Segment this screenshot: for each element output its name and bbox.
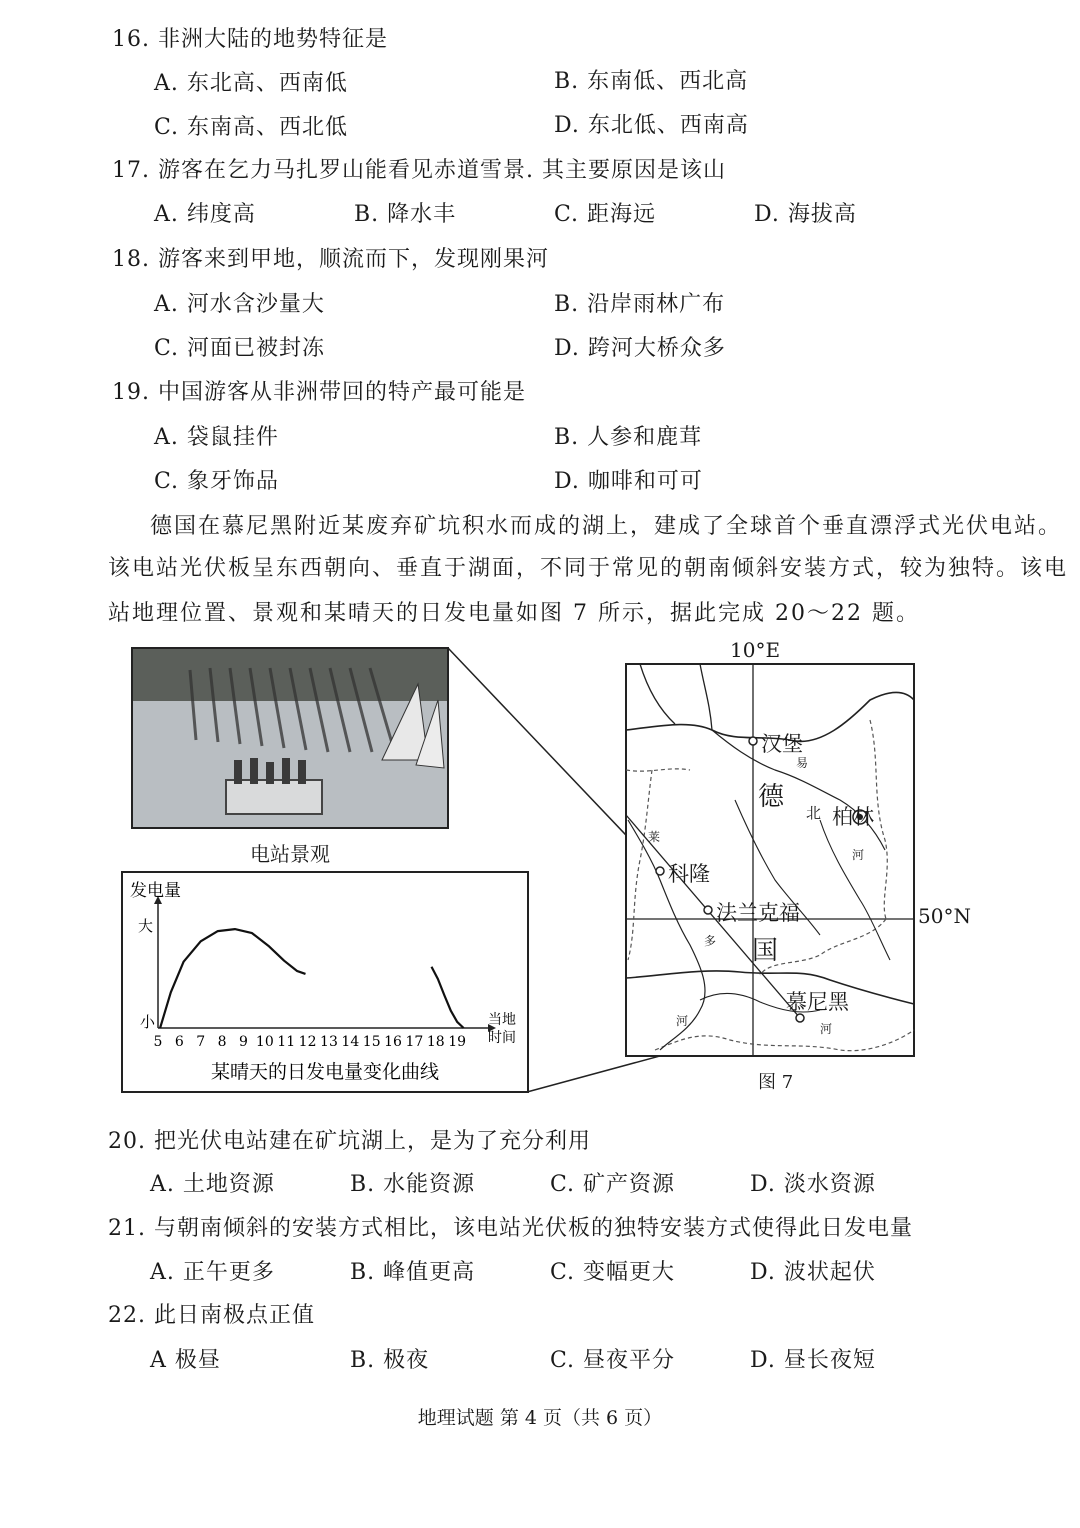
river-label-danube-1: 多 — [704, 934, 717, 948]
hamburg-marker — [749, 737, 757, 745]
city-cologne: 科隆 — [668, 862, 710, 886]
country-char-de: 德 — [758, 782, 785, 812]
question-18-option-a: A. 河水含沙量大 — [154, 292, 325, 317]
question-21-option-d: D. 波状起伏 — [750, 1260, 876, 1285]
y-tick-label-high: 大 — [138, 917, 154, 935]
x-tick-label: 6 — [174, 1034, 184, 1050]
river-label-elbe-2: 北 — [806, 804, 822, 822]
question-17-option-d: D. 海拔高 — [754, 202, 857, 227]
river-label-danube-2: 河 — [820, 1022, 833, 1036]
chart-frame — [122, 872, 528, 1092]
passage-line-3: 站地理位置、景观和某晴天的日发电量如图 7 所示，据此完成 20～22 题。 — [108, 601, 920, 626]
question-16-option-b: B. 东南低、西北高 — [554, 69, 749, 94]
cologne-marker — [656, 867, 664, 875]
x-axis-label-line-2: 时间 — [488, 1030, 516, 1046]
question-17-stem: 17. 游客在乞力马扎罗山能看见赤道雪景. 其主要原因是该山 — [112, 158, 726, 183]
city-hamburg: 汉堡 — [761, 732, 803, 756]
x-tick-label: 16 — [384, 1034, 402, 1050]
river-label-elbe-1: 易 — [796, 756, 809, 770]
latitude-label: 50°N — [918, 904, 971, 928]
x-tick-label: 19 — [448, 1034, 467, 1050]
daily-output-chart — [130, 881, 516, 1083]
question-18-stem: 18. 游客来到甲地，顺流而下，发现刚果河 — [112, 247, 549, 272]
x-tick-label: 17 — [405, 1034, 424, 1050]
river-label-rhine-2: 河 — [676, 1014, 689, 1028]
passage-line-2: 该电站光伏板呈东西朝向、垂直于湖面，不同于常见的朝南倾斜安装方式，较为独特。该电 — [108, 556, 1069, 581]
photo-caption: 电站景观 — [250, 842, 330, 866]
question-16-option-c: C. 东南高、西北低 — [154, 115, 349, 140]
question-16-option-a: A. 东北高、西南低 — [154, 71, 348, 96]
question-20-option-c: C. 矿产资源 — [550, 1172, 676, 1197]
question-16-stem: 16. 非洲大陆的地势特征是 — [112, 27, 388, 52]
city-frankfurt: 法兰克福 — [716, 901, 800, 925]
y-tick-label-low: 小 — [140, 1013, 156, 1031]
country-char-guo: 国 — [752, 936, 779, 966]
question-18-option-c: C. 河面已被封冻 — [154, 336, 326, 361]
question-21-option-c: C. 变幅更大 — [550, 1260, 676, 1285]
question-16-option-d: D. 东北低、西南高 — [554, 113, 749, 138]
question-22-option-c: C. 昼夜平分 — [550, 1348, 676, 1373]
question-21-option-b: B. 峰值更高 — [350, 1260, 476, 1285]
question-19-option-a: A. 袋鼠挂件 — [154, 425, 279, 450]
x-tick-label: 5 — [153, 1034, 163, 1050]
page-footer: 地理试题 第 4 页（共 6 页） — [417, 1407, 663, 1429]
question-17-option-c: C. 距海远 — [554, 202, 657, 227]
x-axis-label-line-1: 当地 — [488, 1012, 516, 1028]
question-20-option-d: D. 淡水资源 — [750, 1172, 876, 1197]
question-17-option-b: B. 降水丰 — [354, 202, 457, 227]
x-tick-label: 12 — [298, 1034, 317, 1050]
y-axis-label: 发电量 — [130, 881, 181, 901]
question-21-option-a: A. 正午更多 — [150, 1260, 275, 1285]
question-22-option-a: A 极昼 — [150, 1348, 221, 1373]
output-curve-1 — [160, 929, 305, 1028]
x-tick-label: 14 — [341, 1034, 360, 1050]
question-22-stem: 22. 此日南极点正值 — [108, 1303, 315, 1328]
question-20-stem: 20. 把光伏电站建在矿坑湖上，是为了充分利用 — [108, 1129, 591, 1154]
x-tick-label: 8 — [217, 1034, 227, 1050]
x-tick-label: 10 — [255, 1034, 274, 1050]
chart-title: 某晴天的日发电量变化曲线 — [210, 1061, 440, 1083]
output-curve-2 — [432, 967, 464, 1028]
longitude-label: 10°E — [730, 638, 781, 662]
x-tick-label: 18 — [426, 1034, 445, 1050]
question-22-option-d: D. 昼长夜短 — [750, 1348, 876, 1373]
question-22-option-b: B. 极夜 — [350, 1348, 430, 1373]
question-18-option-d: D. 跨河大桥众多 — [554, 336, 726, 361]
question-17-option-a: A. 纬度高 — [154, 202, 256, 227]
question-18-option-b: B. 沿岸雨林广布 — [554, 292, 726, 317]
question-19-option-c: C. 象牙饰品 — [154, 469, 280, 494]
question-19-option-d: D. 咖啡和可可 — [554, 469, 703, 494]
figure-label: 图 7 — [758, 1072, 794, 1093]
city-munich: 慕尼黑 — [786, 990, 849, 1014]
passage-line-1: 德国在慕尼黑附近某废弃矿坑积水而成的湖上，建成了全球首个垂直漂浮式光伏电站。 — [150, 514, 1063, 539]
question-21-stem: 21. 与朝南倾斜的安装方式相比，该电站光伏板的独特安装方式使得此日发电量 — [108, 1216, 913, 1241]
power-station-photo — [132, 648, 448, 828]
river-label-elbe-3: 河 — [852, 848, 865, 862]
question-19-stem: 19. 中国游客从非洲带回的特产最可能是 — [112, 380, 526, 405]
city-berlin: 柏林 — [832, 805, 874, 829]
x-tick-label: 9 — [239, 1034, 248, 1050]
x-tick-label: 15 — [362, 1034, 381, 1050]
question-19-option-b: B. 人参和鹿茸 — [554, 425, 703, 450]
x-tick-label: 13 — [320, 1034, 338, 1050]
question-20-option-a: A. 土地资源 — [150, 1172, 275, 1197]
x-tick-label: 11 — [277, 1034, 296, 1050]
frankfurt-marker — [704, 906, 712, 914]
question-20-option-b: B. 水能资源 — [350, 1172, 476, 1197]
x-tick-label: 7 — [196, 1034, 206, 1050]
river-label-rhine-1: 莱 — [648, 830, 661, 844]
